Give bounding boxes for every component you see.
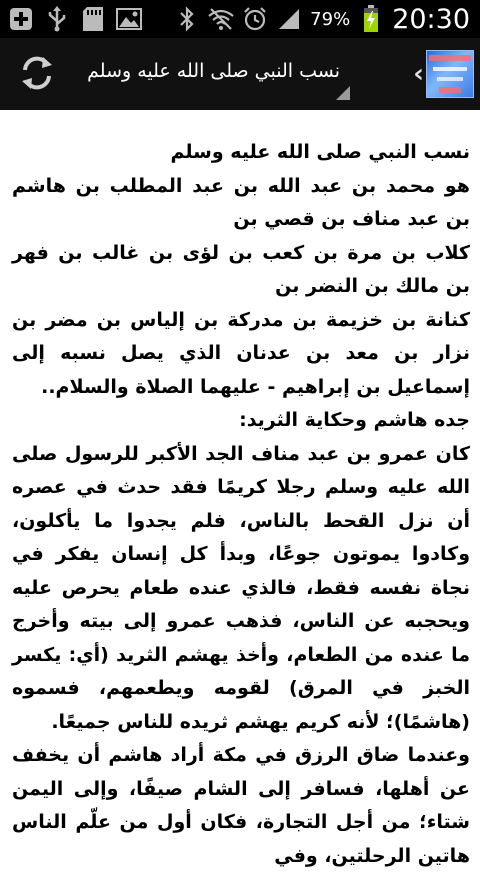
up-navigation-button[interactable]: [412, 52, 474, 96]
action-bar: [0, 38, 480, 110]
refresh-button[interactable]: [12, 50, 62, 100]
article-scroll-view[interactable]: [0, 110, 480, 867]
clock: 20:30: [392, 3, 470, 35]
battery-charging-icon: [358, 6, 384, 32]
article-paragraph: كان عمرو بن عبد مناف الجد الأكبر للرسول صلى الله عليه وسلم رجلا كريمًا فقد حدث في عصره أن نزل القحط بالناس، فلم يجدوا ما يأكلون، وكادوا يموتون جوعًا، وبدأ كل إنسان يفكر في نجاة نفسه فقط، فالذي عنده طعام يحرص عليه ويحجبه عن الناس، فذهب عمرو إلى بيته وأخرج ما عنده من الطعام، وأخذ يهشم الثريد (أي: يكسر الخبز في المرق) لقومه ويطعمهم، فسموه (هاشمًا)؛ لأنه كريم يهشم ثريده للناس جميعًا.: [12, 442, 470, 733]
alarm-icon: [242, 6, 268, 32]
sd-card-icon: [80, 6, 106, 32]
bluetooth-icon: [174, 6, 200, 32]
article-body: [0, 110, 480, 873]
article-paragraph: وعندما ضاق الرزق في مكة أراد هاشم أن يخفف عن أهلها، فسافر إلى الشام صيفًا، وإلى اليمن شتاء؛ من أجل التجارة، فكان أول من علّم الناس هاتين الرحلتين، وفي: [12, 744, 470, 867]
status-bar-notifications: [8, 0, 142, 38]
refresh-icon: [17, 53, 57, 97]
signal-icon: [276, 6, 302, 32]
image-icon: [116, 6, 142, 32]
article-paragraph: كنانة بن خزيمة بن مدركة بن إلياس بن مضر بن نزار بن معد بن عدنان الذي يصل نسبه إلى إسماعيل بن إبراهيم - عليهما الصلاة والسلام..: [12, 308, 470, 398]
add-icon: [8, 6, 34, 32]
article-heading: نسب النبي صلى الله عليه وسلم: [170, 141, 470, 163]
article-paragraph: هو محمد بن عبد الله بن عبد المطلب بن هاشم بن عبد مناف بن قصي بن: [12, 174, 470, 230]
page-title: نسب النبي صلى الله عليه وسلم: [87, 60, 340, 82]
article-subheading: جده هاشم وحكاية الثريد:: [239, 409, 470, 431]
status-bar: [0, 0, 480, 38]
status-bar-system: [174, 0, 470, 38]
wifi-off-icon: [208, 6, 234, 32]
battery-percent: 79%: [310, 8, 351, 30]
chevron-left-icon: ‹: [413, 59, 424, 89]
article-paragraph: كلاب بن مرة بن كعب بن لؤى بن غالب بن فهر بن مالك بن النضر بن: [12, 241, 470, 297]
app-logo: [426, 50, 474, 98]
spinner-indicator[interactable]: [336, 86, 350, 100]
usb-icon: [44, 6, 70, 32]
